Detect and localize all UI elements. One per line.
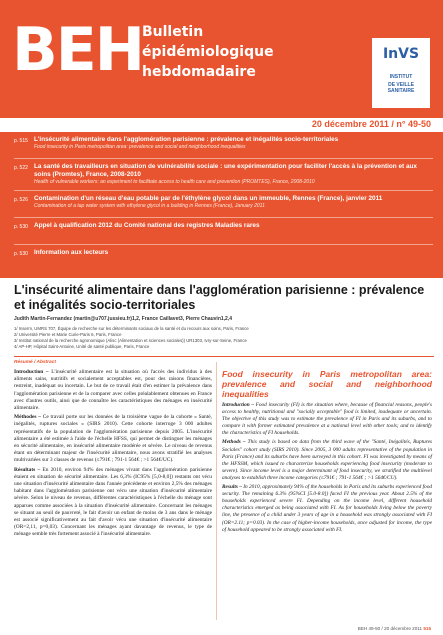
paragraph-text: In 2010, approximately 94% of the households in Paris and its suburbs experienced food security. The remaining 6.3% (95%CI [5.0-8.0]) faced FI the previous year. About 2.5% of the households experienced severe FI. Depending on the income level, different household characteristics emerged as being associated with FI. As for households living below the poverty line, the presence of a child under 3 years of age in a household was strongly associated with FI (OR=2.11; p=0.03). In the case of higher-income households, once adjusted for income, the type of household appeared to be strongly associated with FI. — [222, 484, 433, 533]
masthead-title-line: épidémiologique — [142, 44, 274, 60]
toc-item[interactable] — [14, 245, 433, 271]
affiliation-line: 2/ Université Pierre et Marie Curie-Paris 6, Paris, France — [14, 332, 122, 337]
masthead-title-line: Bulletin — [142, 24, 204, 40]
paragraph-lead: Introduction – — [14, 369, 49, 375]
toc-subtitle: Food insecurity in Paris metropolitan area: prevalence and social and neighborhood inequalities — [34, 144, 246, 150]
table-of-contents — [0, 132, 443, 278]
column-divider — [216, 362, 217, 620]
invs-logo — [372, 38, 430, 108]
abstract-label: Résumé / Abstract — [14, 360, 56, 365]
masthead-title — [142, 22, 274, 82]
affiliation-line: 3/ Institut national de la recherche agronomique (Alisс (Alimentation et sciences sociales)) UR1303, Ivry-sur-Seine, France — [14, 338, 247, 343]
paragraph-lead: Introduction – — [222, 402, 254, 408]
abstract-paragraph — [14, 369, 212, 412]
masthead-title-line: hebdomadaire — [142, 64, 256, 80]
article-affiliations — [14, 326, 434, 350]
masthead — [0, 0, 443, 118]
footer-issue: BEH 49-50 / 20 décembre 2011 — [357, 626, 423, 631]
paragraph-text: This study is based on data from the third wave of the "Santé, Inégalités, Ruptures Sociales" cohort study (SIRS 2010). Since 2005, 3 000 adults representative of the population in Paris (France) and its suburbs have been surveyed in this cohort. FI was investigated by means of the HFSSM, which issued to characterize households experiencing food insecurity (moderate to severe). Since income level is a major determinant of food insecurity, we stratified the multilevel analyses to establish three income categories (≤791€ ; 791-1 564€ ; >1 564€/CU). — [222, 439, 432, 481]
toc-item[interactable] — [14, 218, 433, 245]
abstract-paragraph — [222, 439, 432, 482]
paragraph-text: L'insécurité alimentaire est la situation où l'accès des individus à des aliments sains, nutritifs et socialement acceptables est, pour des raisons financières, restreint, inadéquat ou incertain. Le but de ce travail était d'en estimer la prévalence dans l'agglomération parisienne et de la comparer avec celles préalablement obtenues en France avec d'autres outils, ainsi que de connaître les caractéristiques des ménages en insécurité alimentaire. — [14, 369, 212, 412]
issue-bar — [0, 118, 443, 132]
toc-page-number: p. 515 — [14, 138, 28, 144]
toc-title: L'insécurité alimentaire dans l'agglomération parisienne : prévalence et inégalités socio-territoriales — [34, 136, 339, 143]
affiliation-line: 1/ Inserm, UMRS 707, Équipe de recherche sur les déterminants sociaux de la santé et du recours aux soins, Paris, France — [14, 326, 249, 331]
toc-page-number: p. 522 — [14, 165, 28, 171]
abstract-rule — [14, 356, 434, 357]
footer-page-number: 515 — [423, 626, 431, 631]
english-title: Food insecurity in Paris metropolitan area: prevalence and social and neighborhood inequalities — [222, 369, 432, 399]
paragraph-lead: Résultats – — [14, 466, 41, 473]
issue-date: 20 décembre 2011 / n° 49-50 — [311, 119, 431, 129]
abstract-paragraph — [14, 414, 212, 464]
page-footer — [358, 626, 431, 631]
paragraph-text: Ce travail porte sur les données de la troisième vague de la cohorte « Santé, inégalités, ruptures sociales » (SIRS 2010). Cette cohorte interroge 3 000 adultes représentatifs de la population de l'agglomération parisienne depuis 2005. L'insécurité alimentaire a été estimée à l'aide de l'échelle HFSS, qui permet de distinguer les ménages en sécurité alimentaire, en insécurité alimentaire modérée et sévère. Le niveau de revenus étant un déterminant majeur de l'insécurité alimentaire, nous avons stratifié les analyses multivariées sur 3 classes de revenus (≤791€ ; 791-1 564€ ; >1 564€/UC). — [14, 414, 212, 464]
invs-logo-line: INSTITUT — [389, 74, 413, 80]
paragraph-lead: Methods – — [222, 439, 246, 446]
abstract-fr — [14, 369, 212, 541]
toc-item[interactable] — [14, 159, 433, 191]
abstract-paragraph — [222, 402, 432, 437]
affiliation-line: 4/ AP-HP, Hôpital Saint-Antoine, Unité de santé publique, Paris, France — [14, 344, 150, 349]
toc-item[interactable] — [14, 191, 433, 218]
toc-page-number: p. 530 — [14, 251, 28, 257]
toc-subtitle: Contamination of a tap water system with ethylene glycol in a building in Rennes (France), January 2011 — [34, 203, 265, 209]
invs-logo-line: DE VEILLE SANITAIRE — [387, 82, 415, 94]
abstract-en — [222, 369, 432, 536]
toc-page-number: p. 530 — [14, 224, 28, 230]
toc-title: Information aux lecteurs — [34, 249, 109, 256]
paragraph-lead: Results – — [222, 484, 242, 491]
toc-page-number: p. 526 — [14, 197, 28, 203]
paragraph-lead: Méthodes – — [14, 414, 41, 421]
abstract-paragraph — [222, 484, 432, 534]
toc-title: Appel à qualification 2012 du Comité national des registres Maladies rares — [34, 222, 260, 229]
abstract-paragraph — [14, 467, 212, 539]
article-authors: Judith Martin-Fernandez (martin@u707.jussieu.fr)1,2, France Caillavet3, Pierre Chauvin1,2,4 — [14, 316, 232, 322]
toc-subtitle: Health of vulnerable workers: an experiment to facilitate access to health care and prevention (PROMTES), France, 2008-2010 — [34, 179, 315, 185]
article-title: L'insécurité alimentaire dans l'agglomération parisienne : prévalence et inégalités socio-territoriales — [14, 283, 425, 312]
toc-title: Contamination d'un réseau d'eau potable par de l'éthylène glycol dans un immeuble, Rennes (France), janvier 2011 — [34, 195, 383, 202]
paragraph-text: En 2010, environ 94% des ménages vivant dans l'agglomération parisienne étaient en situation de sécurité alimentaire. Les 6,3% (IC95% [5,0-8,0]) restants ont vécu une situation d'insécurité alimentaire dans l'année précédente et environ 2,5% des ménages habitant dans l'agglomération parisienne ont vécu une situation d'insécurité alimentaire sévère. Selon le niveau de revenus, différentes caractéristiques à l'échelle du ménage sont apparues comme associées à la situation d'insécurité alimentaire. Concernant les ménages se situant au seuil de pauvreté, le fait d'avoir un enfant de moins de 3 ans dans le ménage est associé significativement au fait d'avoir vécu une situation d'insécurité alimentaire (OR=2,11, p=0,03). Concernant les ménages ayant davantage de revenus, le type de ménage semble très fortement associé à l'insécurité alimentaire. — [14, 466, 212, 538]
paragraph-text: Food insecurity (FI) is the situation where, because of financial reasons, people's access to healthy, nutritional and "socially acceptable" food is limited, inadequate or uncertain. The objective of this study was to estimate the prevalence of FI in Paris and its suburbs, and to compare it with former estimated prevalence at a national level with other tools; and to identify the characteristics of FI households. — [222, 402, 432, 437]
beh-logo: BEH — [12, 15, 143, 85]
toc-title: La santé des travailleurs en situation de vulnérabilité sociale : une expérimentation pour faciliter l'accès à la prévention et aux soins (Promtes), France, 2008-2010 — [34, 163, 417, 178]
invs-logo-mark: InVS — [382, 46, 420, 62]
toc-item[interactable] — [14, 132, 433, 159]
